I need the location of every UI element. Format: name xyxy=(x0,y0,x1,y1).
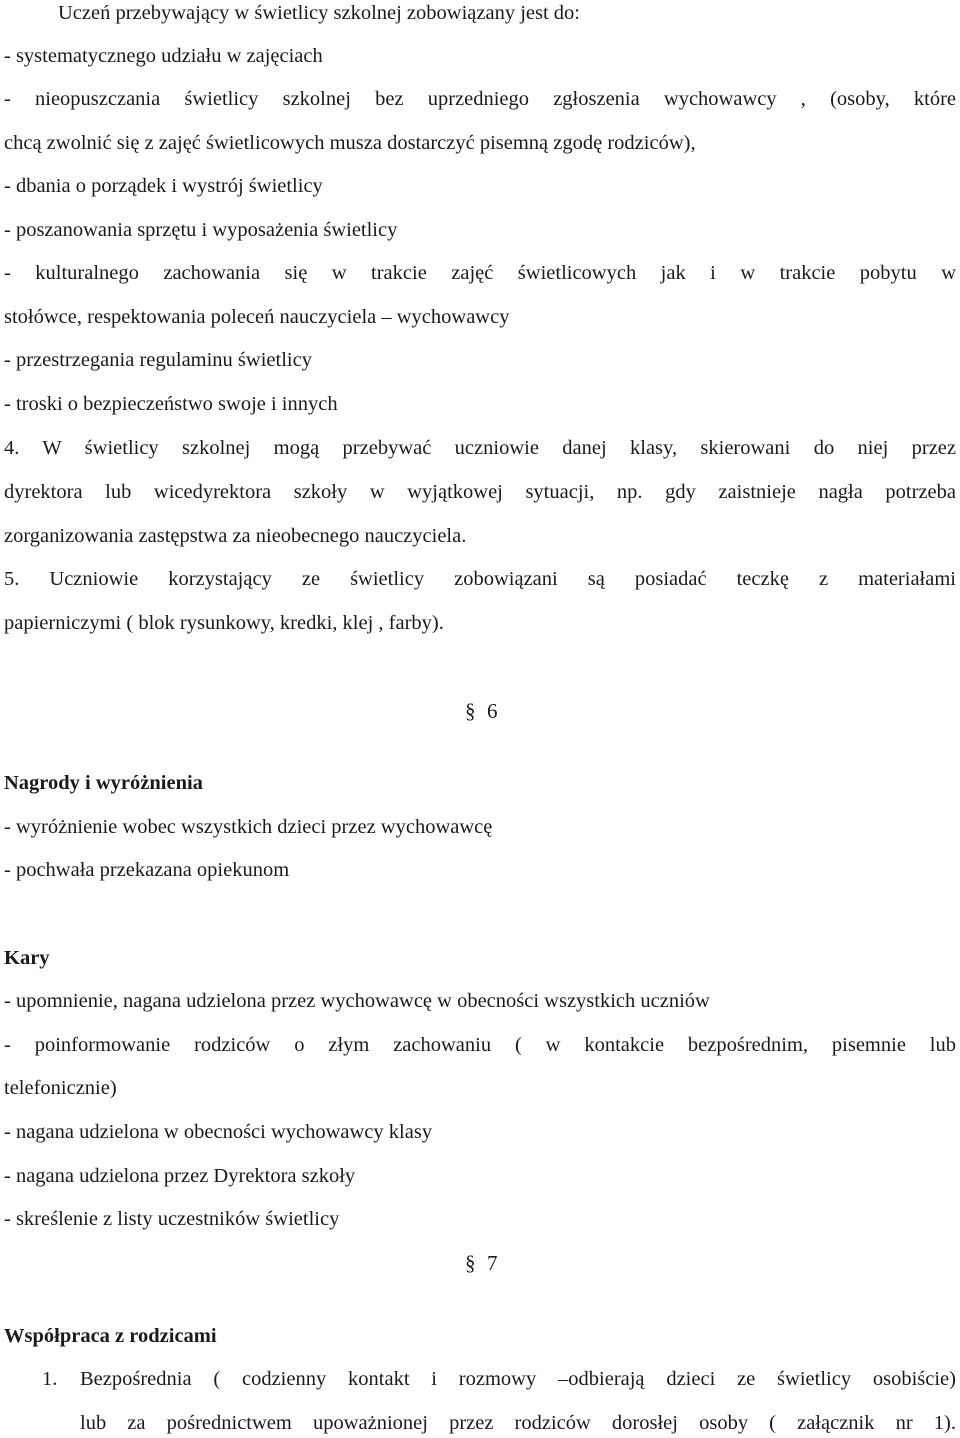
penalties-heading: Kary xyxy=(4,947,50,969)
cooperation-item-line1: Bezpośrednia ( codzienny kontakt i rozmowy –odbierają dzieci ze świetlicy osobiście) xyxy=(80,1368,956,1390)
rewards-heading: Nagrody i wyróżnienia xyxy=(4,772,203,794)
point5-line2: papierniczymi ( blok rysunkowy, kredki, klej , farby). xyxy=(4,612,444,634)
penalty-item-removal: - skreślenie z listy uczestników świetlicy xyxy=(4,1208,340,1230)
penalty-item-reprimand: - upomnienie, nagana udzielona przez wychowawcę w obecności wszystkich uczniów xyxy=(4,990,710,1012)
duty-item-regulations: - przestrzegania regulaminu świetlicy xyxy=(4,349,312,371)
duty-item-behaviour-line2: stołówce, respektowania poleceń nauczyciela – wychowawcy xyxy=(4,306,510,328)
duty-item-participation: - systematycznego udziału w zajęciach xyxy=(4,45,323,67)
duty-item-equipment: - poszanowania sprzętu i wyposażenia świetlicy xyxy=(4,219,398,241)
point4-line3: zorganizowania zastępstwa za nieobecnego nauczyciela. xyxy=(4,525,467,547)
duty-item-not-leaving-line2: chcą zwolnić się z zajęć świetlicowych musza dostarczyć pisemną zgodę rodziców), xyxy=(4,132,696,154)
duties-intro: Uczeń przebywający w świetlicy szkolnej zobowiązany jest do: xyxy=(58,2,580,24)
point4-line1: 4. W świetlicy szkolnej mogą przebywać uczniowie danej klasy, skierowani do niej przez xyxy=(4,437,956,459)
penalty-item-director-reprimand: - nagana udzielona przez Dyrektora szkoły xyxy=(4,1165,356,1187)
duty-item-not-leaving-line1: - nieopuszczania świetlicy szkolnej bez uprzedniego zgłoszenia wychowawcy , (osoby, które xyxy=(4,88,956,110)
section-number: 7 xyxy=(487,1251,498,1275)
section-6-heading xyxy=(465,699,498,723)
duty-item-safety: - troski o bezpieczeństwo swoje i innych xyxy=(4,393,338,415)
reward-item-distinction: - wyróżnienie wobec wszystkich dzieci przez wychowawcę xyxy=(4,816,493,838)
penalty-item-inform-parents-line1: - poinformowanie rodziców o złym zachowaniu ( w kontakcie bezpośrednim, pisemnie lub xyxy=(4,1034,956,1056)
reward-item-praise: - pochwała przekazana opiekunom xyxy=(4,859,290,881)
cooperation-item-line2: lub za pośrednictwem upoważnionej przez rodziców dorosłej osoby ( załącznik nr 1). xyxy=(80,1412,956,1434)
duty-item-behaviour-line1: - kulturalnego zachowania się w trakcie zajęć świetlicowych jak i w trakcie pobytu w xyxy=(4,262,956,284)
section-7-heading xyxy=(465,1251,498,1275)
section-symbol: § xyxy=(465,1251,476,1275)
penalty-item-class-reprimand: - nagana udzielona w obecności wychowawcy klasy xyxy=(4,1121,433,1143)
point4-line2: dyrektora lub wicedyrektora szkoły w wyjątkowej sytuacji, np. gdy zaistnieje nagła potrzeba xyxy=(4,481,956,503)
section-symbol: § xyxy=(465,699,476,723)
penalty-item-inform-parents-line2: telefonicznie) xyxy=(4,1077,117,1099)
point5-line1: 5. Uczniowie korzystający ze świetlicy zobowiązani są posiadać teczkę z materiałami xyxy=(4,568,956,590)
section-number: 6 xyxy=(487,699,498,723)
cooperation-item-number: 1. xyxy=(42,1368,58,1390)
cooperation-heading: Współpraca z rodzicami xyxy=(4,1325,217,1347)
duty-item-order: - dbania o porządek i wystrój świetlicy xyxy=(4,175,323,197)
